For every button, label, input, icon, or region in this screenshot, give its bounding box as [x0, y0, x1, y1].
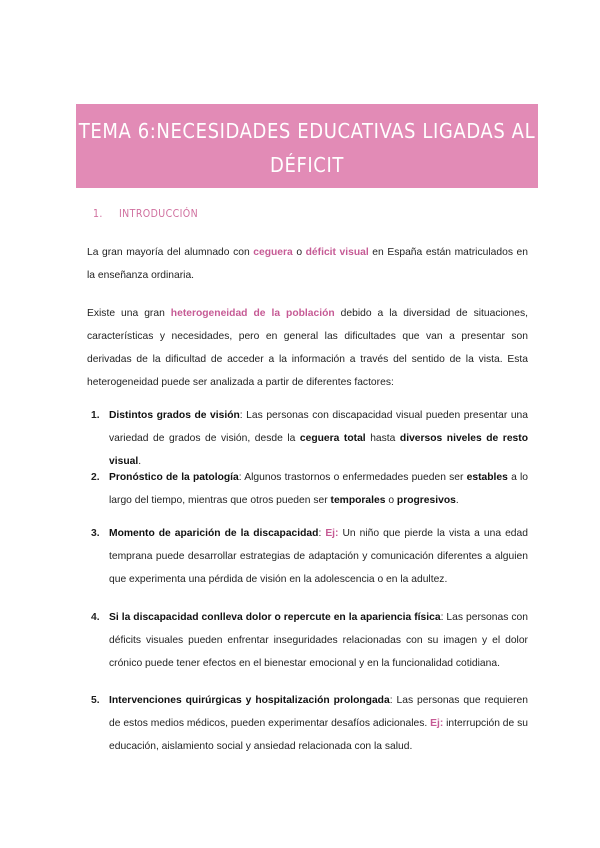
section-label: INTRODUCCIÓN: [119, 208, 199, 220]
bold-text: ceguera total: [299, 433, 366, 444]
list-item: [87, 466, 528, 512]
list-number: 5.: [91, 695, 100, 706]
text: : Las personas que requieren de estos medios médicos, pueden experimentar desafíos adicionales.: [109, 695, 528, 729]
highlight-deficit-visual: déficit visual: [305, 247, 369, 258]
list-item-body: [109, 466, 528, 512]
title-line-1: TEMA 6:NECESIDADES EDUCATIVAS LIGADAS AL DÉFICIT: [78, 119, 536, 177]
text: : Algunos trastornos o enfermedades pueden ser: [238, 472, 467, 483]
list-item: [87, 606, 528, 675]
item-term: Intervenciones quirúrgicas y hospitalización prolongada: [109, 695, 390, 706]
list-number: 2.: [91, 472, 100, 483]
list-number: 3.: [91, 528, 100, 539]
list-item: [87, 522, 528, 591]
text: : Las personas con discapacidad visual pueden presentar una variedad de grados de visión, desde la: [109, 410, 528, 444]
paragraph-1: [87, 241, 528, 287]
text: hasta: [365, 433, 400, 444]
text: Existe una gran: [87, 308, 171, 319]
item-term: Momento de aparición de la discapacidad: [109, 528, 319, 539]
list-item-body: [109, 404, 528, 473]
bold-text: progresivos: [396, 495, 456, 506]
list-item: [87, 689, 528, 758]
title-line-2: VISUAL: [272, 187, 342, 211]
list-number: 1.: [91, 410, 100, 421]
item-term: Si la discapacidad conlleva dolor o repercute en la apariencia física: [109, 612, 441, 623]
item-term: Distintos grados de visión: [109, 410, 240, 421]
text: en España están matriculados en la enseñanza ordinaria.: [87, 247, 528, 281]
list-item: [87, 404, 528, 473]
section-number: 1.: [93, 208, 103, 220]
text: La gran mayoría del alumnado con: [87, 247, 254, 258]
text: Un niño que pierde la vista a una edad temprana puede desarrollar estrategias de adaptación y comunicación diferentes a alguien que experimenta una pérdida de visión en la adolescencia o en la adultez.: [109, 528, 528, 585]
highlight-ceguera: ceguera: [253, 247, 293, 258]
bold-text: estables: [466, 472, 508, 483]
highlight-heterogeneidad: heterogeneidad de la población: [170, 308, 335, 319]
item-term: Pronóstico de la patología: [109, 472, 239, 483]
bold-text: diversos niveles de resto visual: [109, 433, 528, 467]
section-heading: [93, 208, 198, 220]
list-item-body: [109, 606, 528, 675]
list-item-body: [109, 522, 528, 591]
text: .: [138, 456, 142, 467]
text: o: [292, 247, 306, 258]
text: : Las personas con déficits visuales pueden enfrentar inseguridades relacionadas con su imagen y el dolor crónico puede tener efectos en el bienestar emocional y en la funcionalidad cotidiana.: [109, 612, 528, 669]
list-item-body: [109, 689, 528, 758]
text: debido a la diversidad de situaciones, características y necesidades, pero en general las dificultades que van a presentar son derivadas de la dificultad de acceder a la información a través del sentido de la vista. Esta heterogeneidad puede ser analizada a partir de diferentes factores:: [87, 308, 528, 388]
text: a lo largo del tiempo, mientras que otros pueden ser: [109, 472, 529, 506]
text: .: [455, 495, 459, 506]
text: o: [385, 495, 397, 506]
bold-text: temporales: [330, 495, 386, 506]
text: :: [318, 528, 326, 539]
example-label: Ej:: [325, 528, 339, 539]
text: interrupción de su educación, aislamiento social y ansiedad relacionada con la salud.: [109, 718, 528, 752]
paragraph-2: [87, 302, 528, 394]
example-label: Ej:: [430, 718, 444, 729]
list-number: 4.: [91, 612, 100, 623]
title-banner: [76, 104, 538, 211]
